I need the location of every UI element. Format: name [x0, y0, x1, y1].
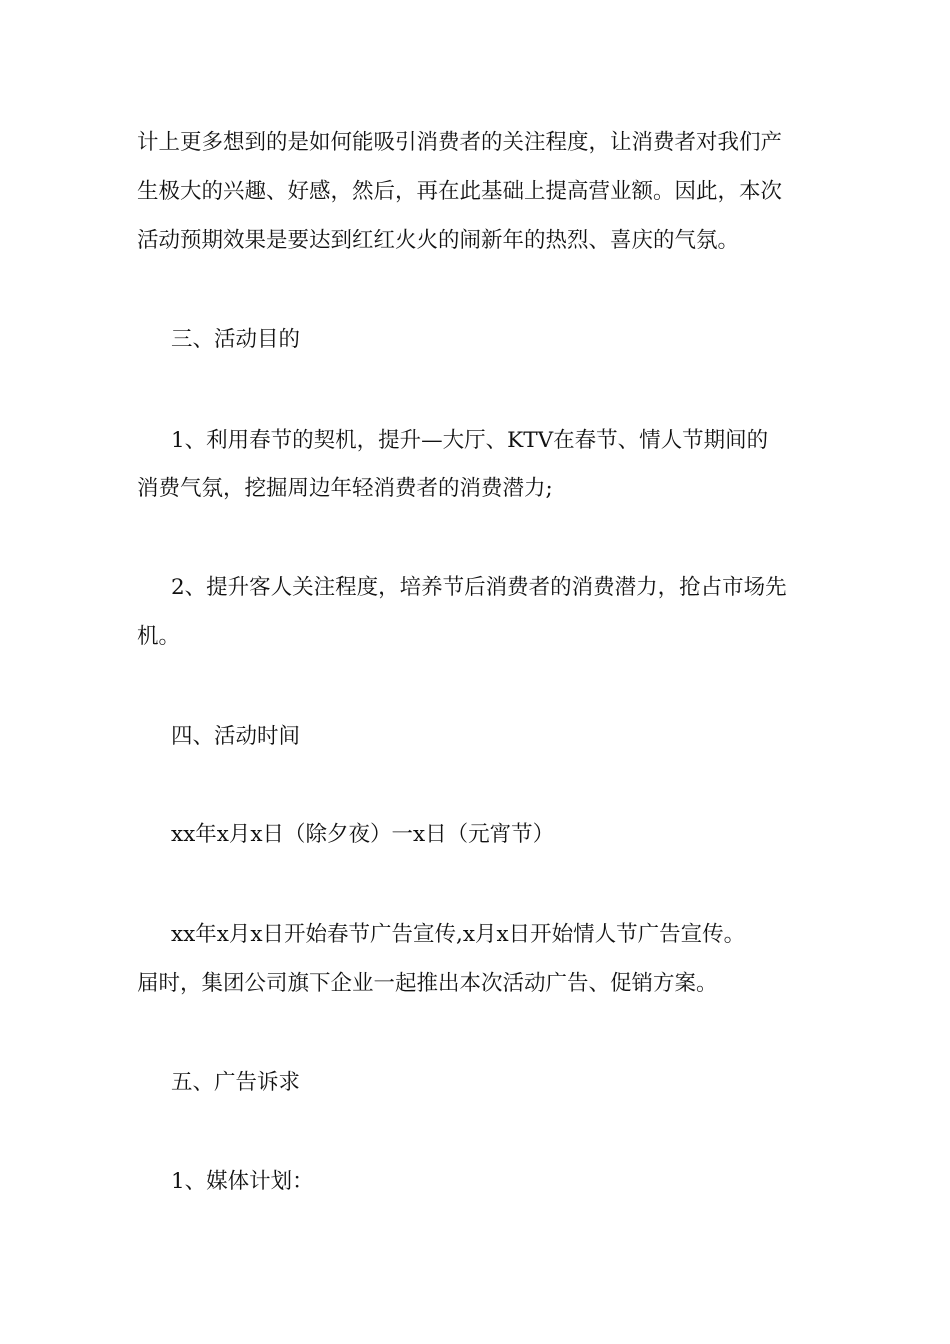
section-heading-activity-time: 四、活动时间 [171, 724, 301, 749]
list-item-line: 2、提升客人关注程度，培养节后消费者的消费潜力，抢占市场先 [171, 575, 787, 600]
list-item-line: 1、利用春节的契机，提升—大厅、KTV在春节、情人节期间的 [171, 428, 769, 453]
paragraph-line: 计上更多想到的是如何能吸引消费者的关注程度，让消费者对我们产 [137, 130, 783, 155]
list-item-line: 机。 [137, 624, 181, 649]
section-heading-ad-appeal: 五、广告诉求 [171, 1070, 301, 1095]
activity-time-line: xx年x月x日（除夕夜）一x日（元宵节） [171, 822, 555, 847]
paragraph-line: 活动预期效果是要达到红红火火的闹新年的热烈、喜庆的气氛。 [137, 228, 740, 253]
media-plan-line: 1、媒体计划： [171, 1169, 314, 1194]
promotion-line: xx年x月x日开始春节广告宣传,x月x日开始情人节广告宣传。 [171, 922, 746, 947]
section-heading-activity-purpose: 三、活动目的 [171, 327, 301, 352]
paragraph-line: 生极大的兴趣、好感，然后，再在此基础上提高营业额。因此，本次 [137, 179, 783, 204]
promotion-line: 届时，集团公司旗下企业一起推出本次活动广告、促销方案。 [137, 971, 718, 996]
list-item-line: 消费气氛，挖掘周边年轻消费者的消费潜力; [137, 476, 553, 501]
